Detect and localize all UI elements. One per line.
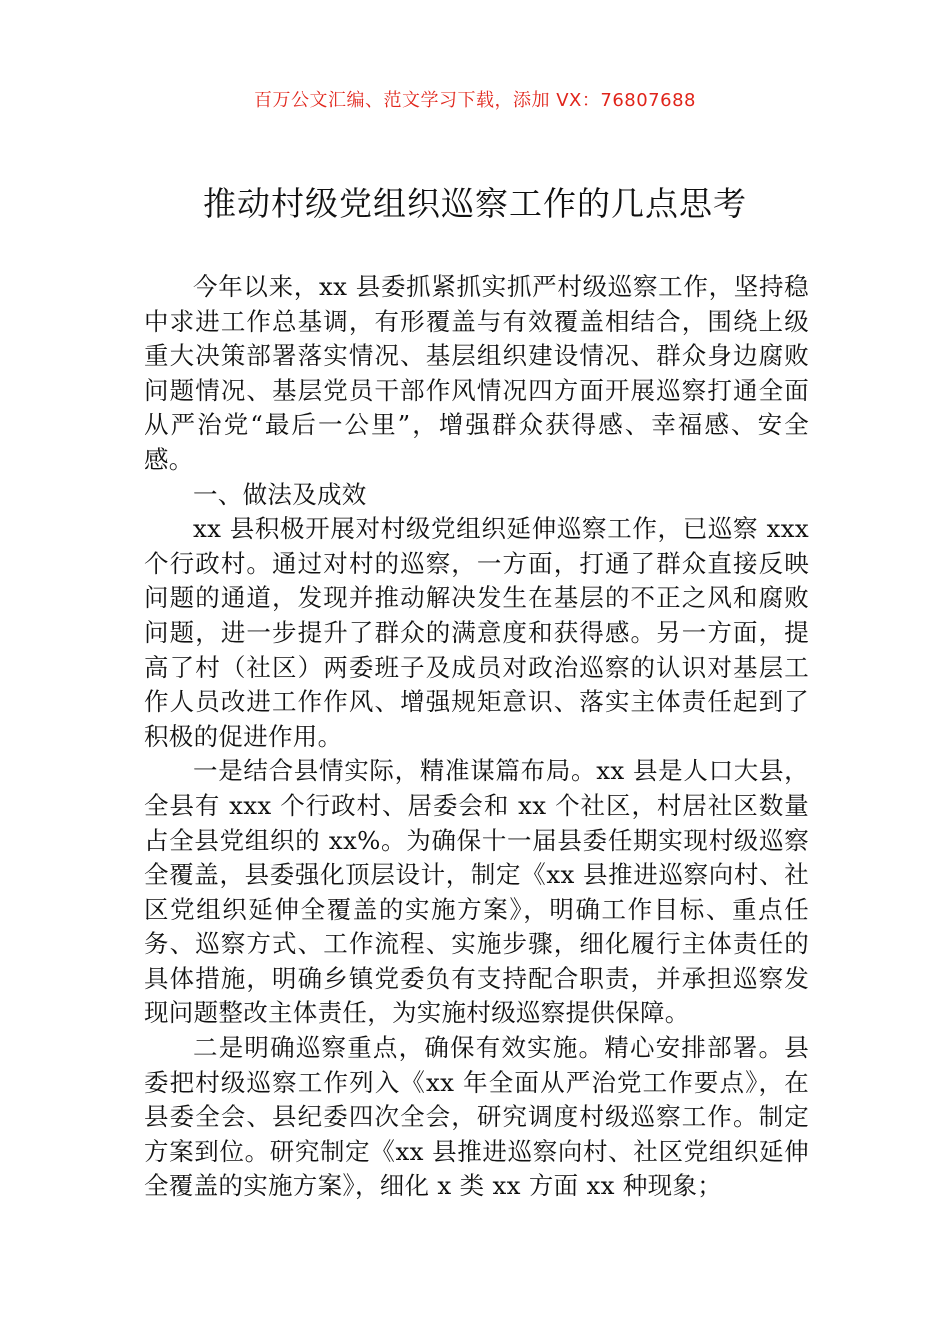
document-title: 推动村级党组织巡察工作的几点思考 [203, 184, 747, 223]
paragraph-point-two: 二是明确巡察重点，确保有效实施。精心安排部署。县委把村级巡察工作列入《xx 年全面从严治党工作要点》，在县委全会、县纪委四次全会，研究调度村级巡察工作。制定方案到位。研究制定《xx 县推进巡察向村、社区党组织延伸全覆盖的实施方案》，细化 x 类 xx 方面 xx 种现象； [144, 1033, 809, 1201]
paragraph-overview: xx 县积极开展对村级党组织延伸巡察工作，已巡察 xxx 个行政村。通过对村的巡察，一方面，打通了群众直接反映问题的通道，发现并推动解决发生在基层的不正之风和腐败问题，进一步提升了群众的满意度和获得感。另一方面，提高了村（社区）两委班子及成员对政治巡察的认识对基层工作人员改进工作作风、增强规矩意识、落实主体责任起到了积极的促进作用。 [144, 514, 809, 751]
paragraph-point-one: 一是结合县情实际，精准谋篇布局。xx 县是人口大县，全县有 xxx 个行政村、居委会和 xx 个社区，村居社区数量占全县党组织的 xx%。为确保十一届县委任期实现村级巡察全覆盖，县委强化顶层设计，制定《xx 县推进巡察向村、社区党组织延伸全覆盖的实施方案》，明确工作目标、重点任务、巡察方式、工作流程、实施步骤，细化履行主体责任的具体措施，明确乡镇党委负有支持配合职责，并承担巡察发现问题整改主体责任，为实施村级巡察提供保障。 [144, 756, 809, 1028]
paragraph-intro: 今年以来，xx 县委抓紧抓实抓严村级巡察工作，坚持稳中求进工作总基调，有形覆盖与有效覆盖相结合，围绕上级重大决策部署落实情况、基层组织建设情况、群众身边腐败问题情况、基层党员干部作风情况四方面开展巡察打通全面从严治党“最后一公里”，增强群众获得感、幸福感、安全感。 [144, 272, 809, 474]
section-heading: 一、做法及成效 [193, 479, 367, 509]
document-body [144, 270, 809, 1204]
header-note: 百万公文汇编、范文学习下载，添加 VX：76807688 [254, 90, 696, 111]
